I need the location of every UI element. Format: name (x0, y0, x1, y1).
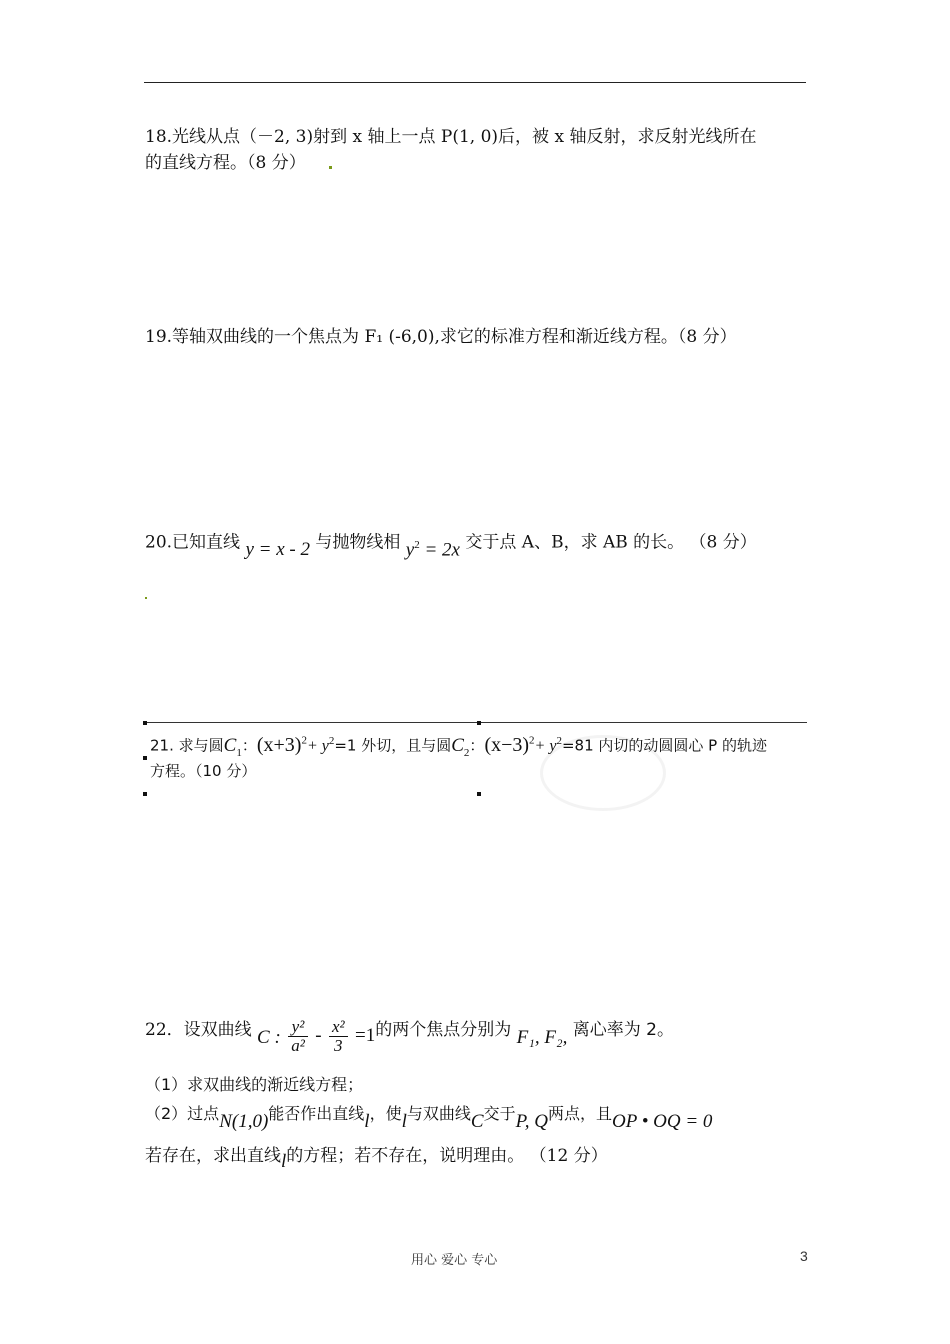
question-20 (145, 524, 757, 561)
question-22-part2: （2）过点N(1,0)能否作出直线l，使l与双曲线C交于P, Q两点，且OP • OQ = 0 (145, 1104, 713, 1132)
question-18-line2 (145, 150, 306, 177)
footer-slogan: 用心 爱心 专心 (411, 1253, 498, 1268)
q20-line-equation: y = x - 2 (245, 539, 310, 561)
header-rule (144, 82, 806, 83)
question-18-text: 的直线方程。（8 分） (145, 153, 306, 173)
question-22-line3: 若存在，求出直线l的方程；若不存在，说明理由。 （12 分） (145, 1146, 608, 1172)
stray-dot (145, 597, 147, 599)
q20-suffix: 交于点 A、B，求 AB 的长。 （8 分） (465, 532, 757, 553)
frame-handle (143, 792, 147, 796)
question-19: 19.等轴双曲线的一个焦点为 F₁ (-6,0),求它的标准方程和渐近线方程。（8 分） (145, 327, 737, 347)
question-21-line1: 21. 求与圆$C_1$：$(x+3)^2+ y^2=1$ 外切，且与圆$C_2$：$(x-3)^2+ y^2=81$ 内切的动圆圆心 P 的轨迹 (150, 733, 767, 759)
frame-handle (477, 721, 481, 725)
q20-middle: 与抛物线相 (315, 532, 401, 553)
q20-parabola-equation: $y^2 = 2x$ (405, 539, 460, 561)
q20-prefix: 20.已知直线 (145, 532, 241, 553)
question-21-line2: 方程。（10 分） (150, 762, 257, 780)
stray-dot (329, 166, 332, 169)
frame-handle (143, 756, 147, 760)
fraction-x2-3: $\frac{\text{x²}}{3}$ (329, 1018, 348, 1055)
question-22-part1: （1）求双曲线的渐近线方程； (145, 1075, 364, 1094)
question-22-line1: 22．设双曲线 C : $\frac{\text{y²}}{\text{a²}}$ - $\frac{\text{x²}}{3}$ =1的两个焦点分别为 F₁, F₂, 离心率为 2。 (145, 1017, 674, 1055)
fraction-y2-a2: $\frac{\text{y²}}{\text{a²}}$ (288, 1018, 308, 1055)
question-18-line1: 18.光线从点（－2, 3)射到 x 轴上一点 P(1, 0)后，被 x 轴反射，求反射光线所在 (145, 127, 757, 147)
page-number: 3 (800, 1248, 808, 1264)
q21-top-rule (145, 722, 807, 723)
frame-handle (143, 721, 147, 725)
frame-handle (477, 792, 481, 796)
